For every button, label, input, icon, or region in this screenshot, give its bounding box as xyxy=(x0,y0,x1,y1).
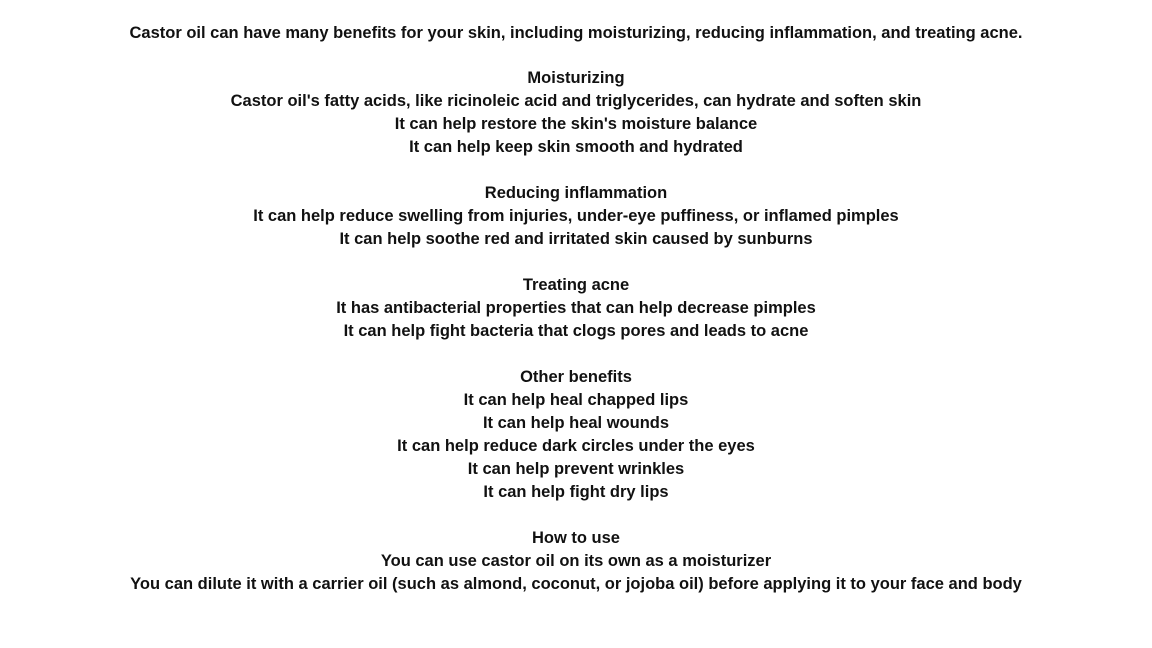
section-moisturizing xyxy=(0,67,1152,159)
section-line: It can help fight dry lips xyxy=(483,483,669,501)
section-how-to-use xyxy=(0,527,1152,596)
section-line: Castor oil's fatty acids, like ricinoleic acid and triglycerides, can hydrate and soften skin xyxy=(230,92,922,110)
section-line: It can help reduce dark circles under the eyes xyxy=(397,437,755,455)
section-heading: Other benefits xyxy=(520,368,632,386)
section-line: You can use castor oil on its own as a moisturizer xyxy=(380,552,772,570)
section-heading: Treating acne xyxy=(522,276,630,294)
section-line: It can help heal chapped lips xyxy=(463,391,689,409)
section-other-benefits xyxy=(0,366,1152,504)
section-line: It has antibacterial properties that can help decrease pimples xyxy=(336,299,816,317)
section-line: It can help fight bacteria that clogs pores and leads to acne xyxy=(343,322,809,340)
section-heading: Moisturizing xyxy=(527,69,625,87)
section-treating-acne xyxy=(0,274,1152,343)
section-line: You can dilute it with a carrier oil (such as almond, coconut, or jojoba oil) before applying it to your face and body xyxy=(130,575,1022,593)
section-line: It can help reduce swelling from injuries, under-eye puffiness, or inflamed pimples xyxy=(253,207,899,225)
section-line: It can help prevent wrinkles xyxy=(467,460,685,478)
section-heading: Reducing inflammation xyxy=(484,184,668,202)
section-line: It can help restore the skin's moisture balance xyxy=(394,115,758,133)
section-line: It can help soothe red and irritated skin caused by sunburns xyxy=(339,230,813,248)
intro-text: Castor oil can have many benefits for your skin, including moisturizing, reducing inflammation, and treating acne. xyxy=(129,24,1023,42)
section-line: It can help keep skin smooth and hydrated xyxy=(409,138,743,156)
section-heading: How to use xyxy=(531,529,620,547)
section-line: It can help heal wounds xyxy=(482,414,670,432)
section-reducing-inflammation xyxy=(0,182,1152,251)
